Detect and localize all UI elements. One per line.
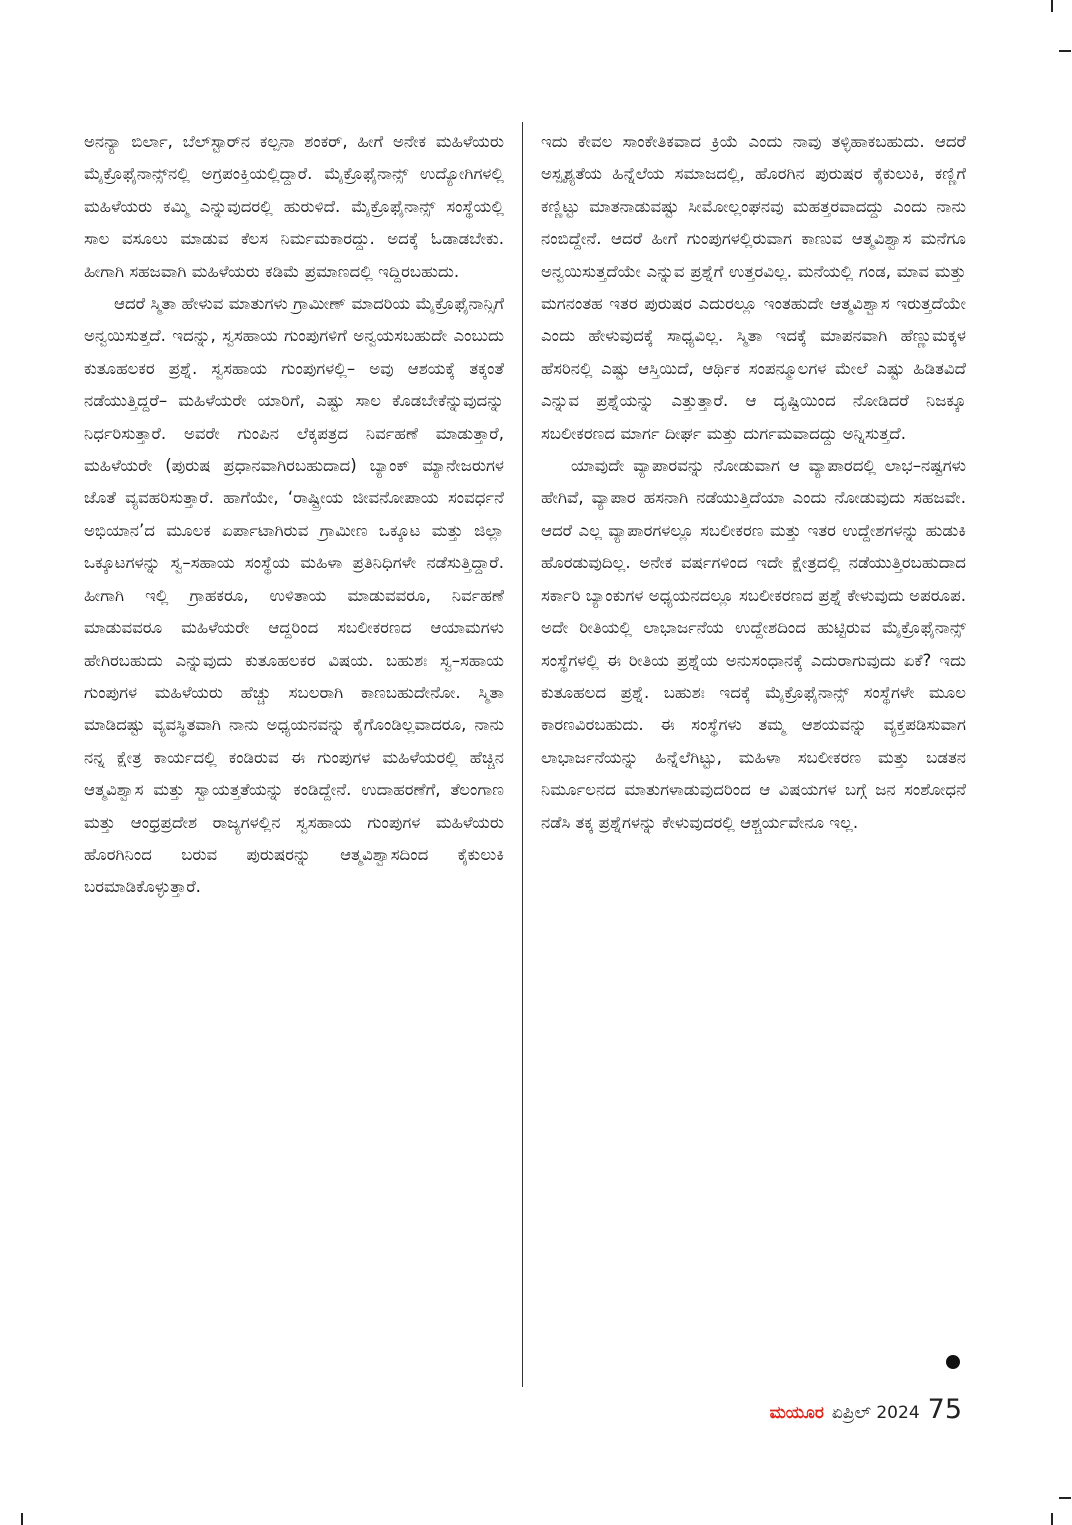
paragraph: ಅನನ್ಯಾ ಬಿರ್ಲಾ, ಬೆಲ್‌ಸ್ಟಾರ್‌ನ ಕಲ್ಪನಾ ಶಂಕರ್, ಹೀಗೆ ಅನೇಕ ಮಹಿಳೆಯರು ಮೈಕ್ರೊಫೈನಾನ್ಸ್‌ನಲ್ಲಿ ಅಗ್ರಪಂಕ್ತಿಯಲ್ಲಿದ್ದಾರೆ. ಮೈಕ್ರೊಫೈನಾನ್ಸ್ ಉದ್ಯೋಗಿಗಳಲ್ಲಿ ಮಹಿಳೆಯರು ಕಮ್ಮಿ ಎನ್ನುವುದರಲ್ಲಿ ಹುರುಳಿದೆ. ಮೈಕ್ರೊಫೈನಾನ್ಸ್ ಸಂಸ್ಥೆಯಲ್ಲಿ ಸಾಲ ವಸೂಲು ಮಾಡುವ ಕೆಲಸ ನಿರ್ಮಮಕಾರದ್ದು. ಅದಕ್ಕೆ ಓಡಾಡಬೇಕು. ಹೀಗಾಗಿ ಸಹಜವಾಗಿ ಮಹಿಳೆಯರು ಕಡಿಮೆ ಪ್ರಮಾಣದಲ್ಲಿ ಇದ್ದಿರಬಹುದು. [84, 132, 504, 281]
column-divider [522, 122, 523, 1387]
paragraph: ಯಾವುದೇ ವ್ಯಾಪಾರವನ್ನು ನೋಡುವಾಗ ಆ ವ್ಯಾಪಾರದಲ್ಲಿ ಲಾಭ–ನಷ್ಟಗಳು ಹೇಗಿವೆ, ವ್ಯಾಪಾರ ಹಸನಾಗಿ ನಡೆಯುತ್ತಿದೆಯಾ ಎಂದು ನೋಡುವುದು ಸಹಜವೇ. ಆದರೆ ಎಲ್ಲ ವ್ಯಾಪಾರಗಳಲ್ಲೂ ಸಬಲೀಕರಣ ಮತ್ತು ಇತರ ಉದ್ದೇಶಗಳನ್ನು ಹುಡುಕಿ ಹೊರಡುವುದಿಲ್ಲ. ಅನೇಕ ವರ್ಷಗಳಿಂದ ಇದೇ ಕ್ಷೇತ್ರದಲ್ಲಿ ನಡೆಯುತ್ತಿರಬಹುದಾದ ಸರ್ಕಾರಿ ಬ್ಯಾಂಕುಗಳ ಅಧ್ಯಯನದಲ್ಲೂ ಸಬಲೀಕರಣದ ಪ್ರಶ್ನೆ ಕೇಳುವುದು ಅಪರೂಪ. ಅದೇ ರೀತಿಯಲ್ಲಿ ಲಾಭಾರ್ಜನೆಯ ಉದ್ದೇಶದಿಂದ ಹುಟ್ಟಿರುವ ಮೈಕ್ರೊಫೈನಾನ್ಸ್ ಸಂಸ್ಥೆಗಳಲ್ಲಿ ಈ ರೀತಿಯ ಪ್ರಶ್ನೆಯ ಅನುಸಂಧಾನಕ್ಕೆ ಎದುರಾಗುವುದು ಏಕೆ? ಇದು ಕುತೂಹಲದ ಪ್ರಶ್ನೆ. ಬಹುಶಃ ಇದಕ್ಕೆ ಮೈಕ್ರೊಫೈನಾನ್ಸ್ ಸಂಸ್ಥೆಗಳೇ ಮೂಲ ಕಾರಣವಿರಬಹುದು. ಈ ಸಂಸ್ಥೆಗಳು ತಮ್ಮ ಆಶಯವನ್ನು ವ್ಯಕ್ತಪಡಿಸುವಾಗ ಲಾಭಾರ್ಜನೆಯನ್ನು ಹಿನ್ನೆಲೆಗಿಟ್ಟು, ಮಹಿಳಾ ಸಬಲೀಕರಣ ಮತ್ತು ಬಡತನ ನಿರ್ಮೂಲನದ ಮಾತುಗಳಾಡುವುದರಿಂದ ಆ ವಿಷಯಗಳ ಬಗ್ಗೆ ಜನ ಸಂಶೋಧನೆ ನಡೆಸಿ ತಕ್ಕ ಪ್ರಶ್ನೆಗಳನ್ನು ಕೇಳುವುದರಲ್ಲಿ ಆಶ್ಚರ್ಯವೇನೂ ಇಲ್ಲ. [541, 456, 966, 832]
end-of-article-dot [946, 1355, 960, 1369]
left-column [84, 126, 504, 1380]
crop-mark [21, 1513, 23, 1525]
paragraph: ಆದರೆ ಸ್ಮಿತಾ ಹೇಳುವ ಮಾತುಗಳು ಗ್ರಾಮೀಣ್ ಮಾದರಿಯ ಮೈಕ್ರೊಫೈನಾನ್ಸಿಗೆ ಅನ್ವಯಿಸುತ್ತದೆ. ಇದನ್ನು, ಸ್ವಸಹಾಯ ಗುಂಪುಗಳಿಗೆ ಅನ್ವಯಸಬಹುದೇ ಎಂಬುದು ಕುತೂಹಲಕರ ಪ್ರಶ್ನೆ. ಸ್ವಸಹಾಯ ಗುಂಪುಗಳಲ್ಲಿ– ಅವು ಆಶಯಕ್ಕೆ ತಕ್ಕಂತೆ ನಡೆಯುತ್ತಿದ್ದರೆ– ಮಹಿಳೆಯರೇ ಯಾರಿಗೆ, ಎಷ್ಟು ಸಾಲ ಕೊಡಬೇಕೆನ್ನುವುದನ್ನು ನಿರ್ಧರಿಸುತ್ತಾರೆ. ಅವರೇ ಗುಂಪಿನ ಲೆಕ್ಕಪತ್ರದ ನಿರ್ವಹಣೆ ಮಾಡುತ್ತಾರೆ, ಮಹಿಳೆಯರೇ (ಪುರುಷ ಪ್ರಧಾನವಾಗಿರಬಹುದಾದ) ಬ್ಯಾಂಕ್ ಮ್ಯಾನೇಜರುಗಳ ಜೊತೆ ವ್ಯವಹರಿಸುತ್ತಾರೆ. ಹಾಗೆಯೇ, ‘ರಾಷ್ಟ್ರೀಯ ಜೀವನೋಪಾಯ ಸಂವರ್ಧನೆ ಅಭಿಯಾನ’ದ ಮೂಲಕ ಏರ್ಪಾಟಾಗಿರುವ ಗ್ರಾಮೀಣ ಒಕ್ಕೂಟ ಮತ್ತು ಜಿಲ್ಲಾ ಒಕ್ಕೂಟಗಳನ್ನು ಸ್ವ–ಸಹಾಯ ಸಂಸ್ಥೆಯ ಮಹಿಳಾ ಪ್ರತಿನಿಧಿಗಳೇ ನಡೆಸುತ್ತಿದ್ದಾರೆ. ಹೀಗಾಗಿ ಇಲ್ಲಿ ಗ್ರಾಹಕರೂ, ಉಳಿತಾಯ ಮಾಡುವವರೂ, ನಿರ್ವಹಣೆ ಮಾಡುವವರೂ ಮಹಿಳೆಯರೇ ಆದ್ದರಿಂದ ಸಬಲೀಕರಣದ ಆಯಾಮಗಳು ಹೇಗಿರಬಹುದು ಎನ್ನುವುದು ಕುತೂಹಲಕರ ವಿಷಯ. ಬಹುಶಃ ಸ್ವ–ಸಹಾಯ ಗುಂಪುಗಳ ಮಹಿಳೆಯರು ಹೆಚ್ಚು ಸಬಲರಾಗಿ ಕಾಣಬಹುದೇನೋ. ಸ್ಮಿತಾ ಮಾಡಿದಷ್ಟು ವ್ಯವಸ್ಥಿತವಾಗಿ ನಾನು ಅಧ್ಯಯನವನ್ನು ಕೈಗೊಂಡಿಲ್ಲವಾದರೂ, ನಾನು ನನ್ನ ಕ್ಷೇತ್ರ ಕಾರ್ಯದಲ್ಲಿ ಕಂಡಿರುವ ಈ ಗುಂಪುಗಳ ಮಹಿಳೆಯರಲ್ಲಿ ಹೆಚ್ಚಿನ ಆತ್ಮವಿಶ್ವಾಸ ಮತ್ತು ಸ್ವಾಯತ್ತತೆಯನ್ನು ಕಂಡಿದ್ದೇನೆ. ಉದಾಹರಣೆಗೆ, ತೆಲಂಗಾಣ ಮತ್ತು ಆಂಧ್ರಪ್ರದೇಶ ರಾಜ್ಯಗಳಲ್ಲಿನ ಸ್ವಸಹಾಯ ಗುಂಪುಗಳ ಮಹಿಳೆಯರು ಹೊರಗಿನಿಂದ ಬರುವ ಪುರುಷರನ್ನು ಆತ್ಮವಿಶ್ವಾಸದಿಂದ ಕೈಕುಲುಕಿ ಬರಮಾಡಿಕೊಳ್ಳುತ್ತಾರೆ. [84, 294, 504, 897]
page-number: 75 [927, 1394, 962, 1425]
crop-mark [1051, 0, 1053, 12]
crop-mark [1059, 1497, 1071, 1499]
right-column [541, 126, 966, 1380]
issue-date: ಏಪ್ರಿಲ್ 2024 [831, 1403, 920, 1423]
paragraph: ಇದು ಕೇವಲ ಸಾಂಕೇತಿಕವಾದ ಕ್ರಿಯೆ ಎಂದು ನಾವು ತಳ್ಳಿಹಾಕಬಹುದು. ಆದರೆ ಅಸ್ಪೃಶ್ಯತೆಯ ಹಿನ್ನೆಲೆಯ ಸಮಾಜದಲ್ಲಿ, ಹೊರಗಿನ ಪುರುಷರ ಕೈಕುಲುಕಿ, ಕಣ್ಣಿಗೆ ಕಣ್ಣಿಟ್ಟು ಮಾತನಾಡುವಷ್ಟು ಸೀಮೋಲ್ಲಂಘನವು ಮಹತ್ತರವಾದದ್ದು ಎಂದು ನಾನು ನಂಬಿದ್ದೇನೆ. ಆದರೆ ಹೀಗೆ ಗುಂಪುಗಳಲ್ಲಿರುವಾಗ ಕಾಣುವ ಆತ್ಮವಿಶ್ವಾಸ ಮನೆಗೂ ಅನ್ವಯಿಸುತ್ತದೆಯೇ ಎನ್ನುವ ಪ್ರಶ್ನೆಗೆ ಉತ್ತರವಿಲ್ಲ. ಮನೆಯಲ್ಲಿ ಗಂಡ, ಮಾವ ಮತ್ತು ಮಗನಂತಹ ಇತರ ಪುರುಷರ ಎದುರಲ್ಲೂ ಇಂತಹುದೇ ಆತ್ಮವಿಶ್ವಾಸ ಇರುತ್ತದೆಯೇ ಎಂದು ಹೇಳುವುದಕ್ಕೆ ಸಾಧ್ಯವಿಲ್ಲ. ಸ್ಮಿತಾ ಇದಕ್ಕೆ ಮಾಪನವಾಗಿ ಹೆಣ್ಣುಮಕ್ಕಳ ಹೆಸರಿನಲ್ಲಿ ಎಷ್ಟು ಆಸ್ತಿಯಿದೆ, ಆರ್ಥಿಕ ಸಂಪನ್ಮೂಲಗಳ ಮೇಲೆ ಎಷ್ಟು ಹಿಡಿತವಿದೆ ಎನ್ನುವ ಪ್ರಶ್ನೆಯನ್ನು ಎತ್ತುತ್ತಾರೆ. ಆ ದೃಷ್ಟಿಯಿಂದ ನೋಡಿದರೆ ನಿಜಕ್ಕೂ ಸಬಲೀಕರಣದ ಮಾರ್ಗ ದೀರ್ಘ ಮತ್ತು ದುರ್ಗಮವಾದದ್ದು ಅನ್ನಿಸುತ್ತದೆ. [541, 132, 966, 443]
crop-mark [1059, 50, 1071, 52]
crop-mark [1051, 1513, 1053, 1525]
page-footer [770, 1394, 962, 1430]
magazine-logo: ಮಯೂರ [769, 1403, 824, 1423]
